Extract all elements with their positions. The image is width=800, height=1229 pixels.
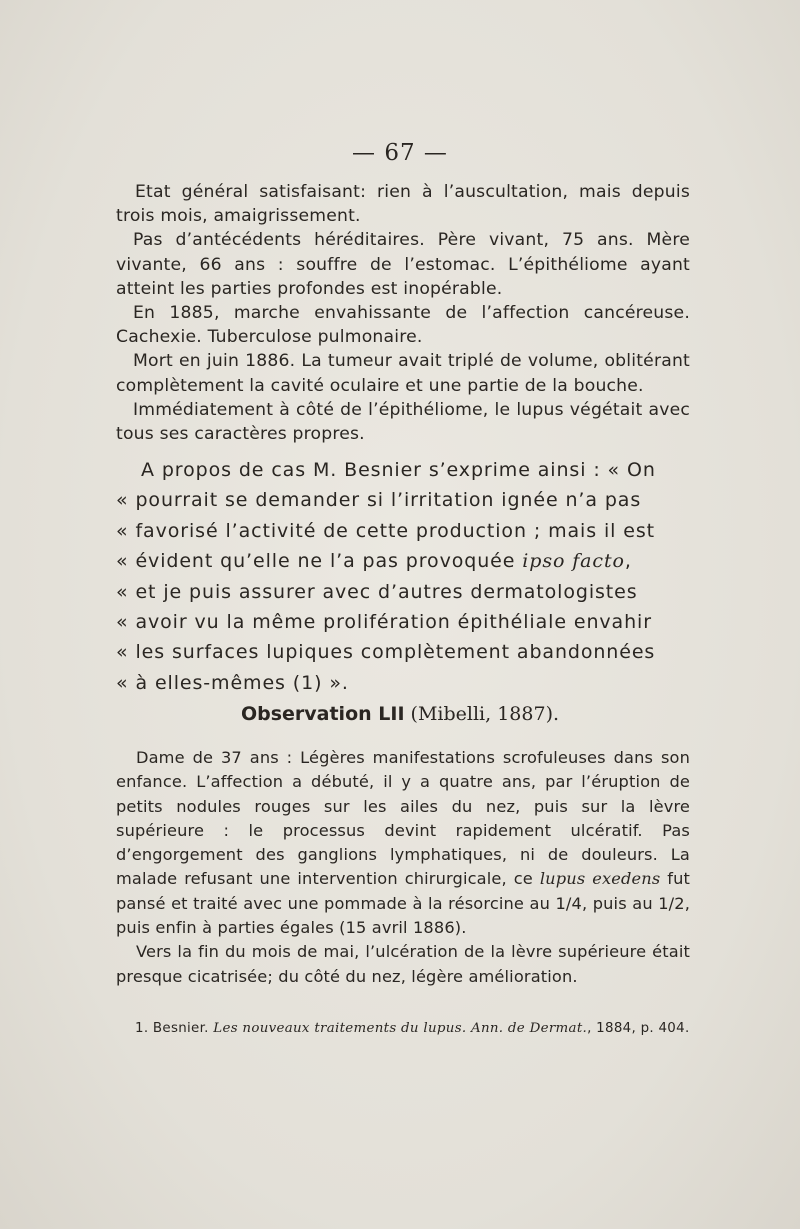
italic-term: lupus exedens <box>539 869 661 889</box>
case-summary <box>116 180 690 446</box>
observation-source: (Mibelli, 1887). <box>404 703 560 725</box>
quote-line: « avoir vu la même prolifération épithéliale envahir <box>116 611 652 634</box>
paragraph: Mort en juin 1886. La tumeur avait triplé de volume, oblitérant complètement la cavité oculaire et une partie de la bouche. <box>116 351 690 396</box>
page-number: — 67 — <box>352 140 448 166</box>
footnote-reference: Les nouveaux traitements du lupus. Ann. de Dermat. <box>213 1021 588 1036</box>
observation-heading <box>0 703 800 725</box>
italic-phrase: ipso facto <box>522 550 625 573</box>
paragraph: En 1885, marche envahissante de l’affection cancéreuse. Cachexie. Tuberculose pulmonaire. <box>116 303 690 348</box>
quote-line: « pourrait se demander si l’irritation ignée n’a pas <box>116 489 642 512</box>
quote-line: « et je puis assurer avec d’autres dermatologistes <box>116 580 638 603</box>
quote-line: « à elles-mêmes (1) ». <box>116 671 349 694</box>
paragraph: Immédiatement à côté de l’épithéliome, le lupus végétait avec tous ses caractères propres. <box>116 399 690 445</box>
paragraph: Pas d’antécédents héréditaires. Père vivant, 75 ans. Mère vivante, 66 ans : souffre de l’estomac. L’épithéliome ayant atteint les parties profondes est inopérable. <box>116 230 690 299</box>
besnier-quote <box>116 455 690 698</box>
quote-line: « favorisé l’activité de cette production ; mais il est <box>116 519 655 542</box>
paragraph: Etat général satisfaisant: rien à l’auscultation, mais depuis trois mois, amaigrissement. <box>116 182 690 227</box>
case-report <box>116 746 690 989</box>
footnote: 1. Besnier. Les nouveaux traitements du lupus. Ann. de Dermat., 1884, p. 404. <box>135 1021 690 1036</box>
paragraph: Vers la fin du mois de mai, l’ulcération de la lèvre supérieure était presque cicatrisée; du côté du nez, légère amélioration. <box>116 942 690 986</box>
paragraph: Dame de 37 ans : Légères manifestations scrofuleuses dans son enfance. L’affection a débuté, il y a quatre ans, par l’éruption de petits nodules rouges sur les ailes du nez, puis sur la lèvre supérieure : le processus devint rapidement ulcératif. Pas d’engorgement des ganglions lymphatiques, ni de douleurs. La malade refusant une intervention chirurgicale, ce lupus exedens fut pansé et traité avec une pommade à la résorcine au 1/4, puis au 1/2, puis enfin à parties égales (15 avril 1886). <box>116 748 690 938</box>
observation-title: Observation LII <box>240 703 405 725</box>
quote-line: A propos de cas M. Besnier s’exprime ainsi : « On <box>141 459 656 481</box>
quote-line: « évident qu’elle ne l’a pas provoquée ipso facto, <box>116 550 632 573</box>
quote-line: « les surfaces lupiques complètement abandonnées <box>116 641 656 664</box>
